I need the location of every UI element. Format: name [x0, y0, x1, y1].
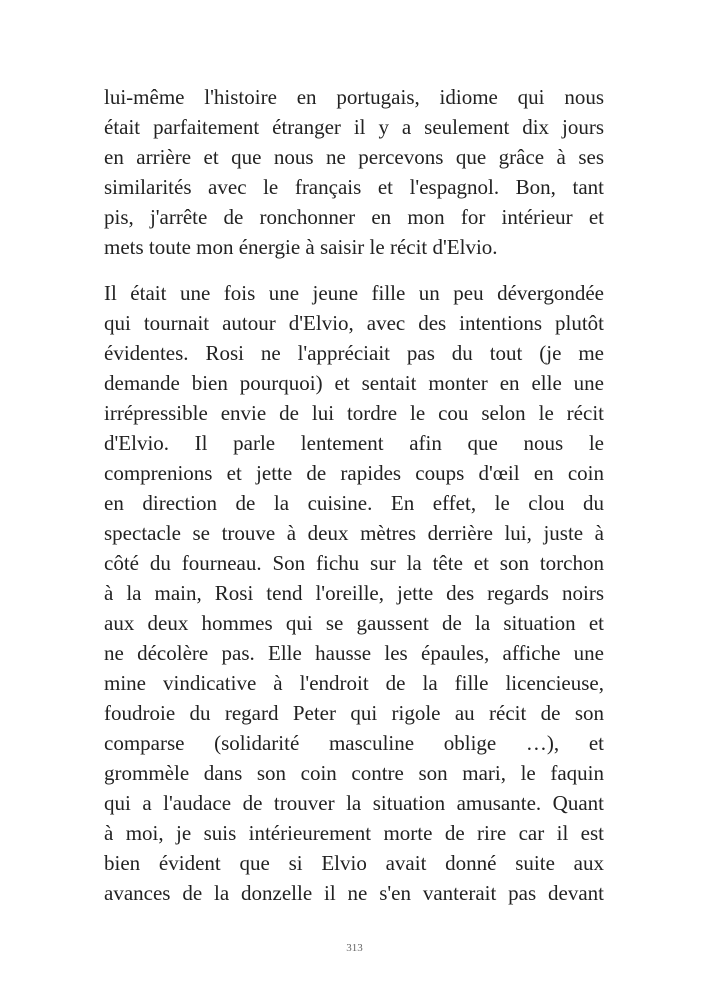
text-line: lui-même l'histoire en portugais, idiome qui nous: [104, 85, 604, 109]
text-line: évidentes. Rosi ne l'appréciait pas du tout (je me: [104, 341, 604, 365]
paragraph-2: [104, 278, 604, 908]
page-number: 313: [346, 942, 363, 954]
text-line: mets toute mon énergie à saisir le récit d'Elvio.: [104, 235, 498, 259]
text-line: qui tournait autour d'Elvio, avec des intentions plutôt: [104, 311, 604, 335]
text-line: à moi, je suis intérieurement morte de rire car il est: [104, 821, 604, 845]
text-line: comparse (solidarité masculine oblige …), et: [104, 731, 604, 755]
text-line: irrépressible envie de lui tordre le cou selon le récit: [104, 401, 604, 425]
text-line: spectacle se trouve à deux mètres derrière lui, juste à: [104, 521, 604, 545]
text-line: grommèle dans son coin contre son mari, le faquin: [104, 761, 604, 785]
text-line: à la main, Rosi tend l'oreille, jette des regards noirs: [104, 581, 604, 605]
text-line: avances de la donzelle il ne s'en vanterait pas devant: [104, 881, 604, 905]
text-line: foudroie du regard Peter qui rigole au récit de son: [104, 701, 604, 725]
text-line: comprenions et jette de rapides coups d'œil en coin: [104, 461, 604, 485]
paragraph-1: [104, 82, 604, 262]
text-line: côté du fourneau. Son fichu sur la tête et son torchon: [104, 551, 604, 575]
body-text: [104, 82, 604, 908]
text-line: qui a l'audace de trouver la situation amusante. Quant: [104, 791, 604, 815]
text-line: mine vindicative à l'endroit de la fille licencieuse,: [104, 671, 604, 695]
text-line: en direction de la cuisine. En effet, le clou du: [104, 491, 604, 515]
text-line: en arrière et que nous ne percevons que grâce à ses: [104, 145, 604, 169]
text-line: d'Elvio. Il parle lentement afin que nous le: [104, 431, 604, 455]
text-line: était parfaitement étranger il y a seulement dix jours: [104, 115, 604, 139]
text-line: demande bien pourquoi) et sentait monter en elle une: [104, 371, 604, 395]
text-line: pis, j'arrête de ronchonner en mon for intérieur et: [104, 205, 604, 229]
text-line: ne décolère pas. Elle hausse les épaules, affiche une: [104, 641, 604, 665]
text-line: Il était une fois une jeune fille un peu dévergondée: [104, 281, 604, 305]
text-line: aux deux hommes qui se gaussent de la situation et: [104, 611, 604, 635]
text-line: bien évident que si Elvio avait donné suite aux: [104, 851, 604, 875]
text-line: similarités avec le français et l'espagnol. Bon, tant: [104, 175, 604, 199]
